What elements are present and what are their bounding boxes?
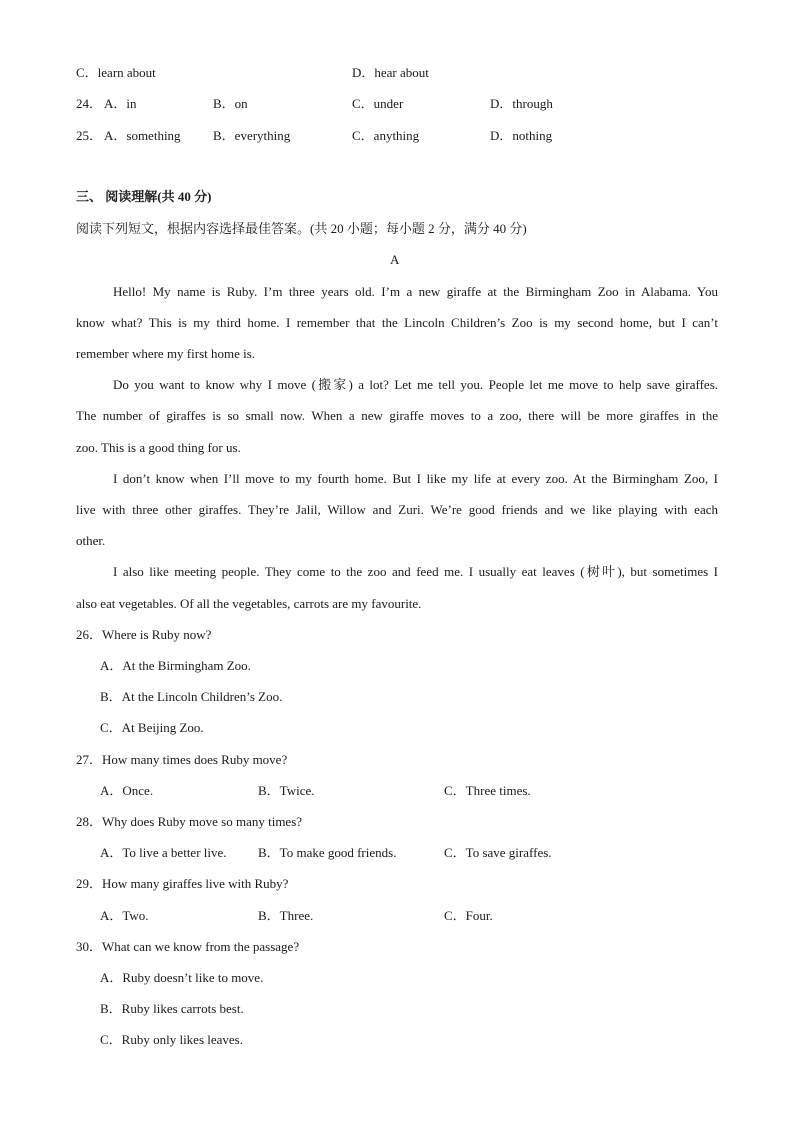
q29-option-c: C．Four. [444,908,493,923]
q30-option-b: B．Ruby likes carrots best. [100,1001,244,1016]
section-instruction: 阅读下列短文，根据内容选择最佳答案。(共 20 小题；每小题 2 分，满分 40 分) [76,221,527,236]
q25-number: 25． [76,128,103,143]
passage-p2-line3: zoo. This is a good thing for us. [76,440,241,455]
q24-number: 24． [76,96,103,111]
passage-label: A [390,252,400,267]
passage-p4-line2: also eat vegetables. Of all the vegetables, carrots are my favourite. [76,596,422,611]
q29-option-a: A．Two. [100,908,149,923]
q23-option-d: D．hear about [352,65,429,80]
q27-option-a: A．Once. [100,783,154,798]
section-title: 三、 阅读理解(共 40 分) [76,189,212,204]
q26-stem: 26．Where is Ruby now? [76,627,212,642]
q25-option-c: C．anything [352,128,420,143]
q28-option-b: B．To make good friends. [258,845,397,860]
q25-option-a: A．something [104,128,181,143]
q24-option-a: A．in [104,96,137,111]
passage-p3-line2: live with three other giraffes. They’re Jalil, Willow and Zuri. We’re good friends and we like playing with each [76,502,718,517]
q28-option-c: C．To save giraffes. [444,845,552,860]
q29-stem: 29．How many giraffes live with Ruby? [76,876,289,891]
passage-p3-line1: I don’t know when I’ll move to my fourth home. But I like my life at every zoo. At the Birmingham Zoo, I [113,471,718,486]
passage-p1-line1: Hello! My name is Ruby. I’m three years old. I’m a new giraffe at the Birmingham Zoo in Alabama. You [113,284,718,299]
q23-option-c: C．learn about [76,65,156,80]
passage-p1-line3: remember where my first home is. [76,346,256,361]
q30-option-c: C．Ruby only likes leaves. [100,1032,243,1047]
q27-option-b: B．Twice. [258,783,315,798]
q26-option-b: B．At the Lincoln Children’s Zoo. [100,689,283,704]
q24-option-c: C．under [352,96,404,111]
q30-stem: 30．What can we know from the passage? [76,939,300,954]
passage-p3-line3: other. [76,533,106,548]
q25-option-b: B．everything [213,128,291,143]
q30-option-a: A．Ruby doesn’t like to move. [100,970,264,985]
q27-stem: 27．How many times does Ruby move? [76,752,288,767]
q29-option-b: B．Three. [258,908,314,923]
q26-option-c: C．At Beijing Zoo. [100,720,204,735]
q28-stem: 28．Why does Ruby move so many times? [76,814,303,829]
q25-option-d: D．nothing [490,128,553,143]
q24-option-d: D．through [490,96,553,111]
passage-p1-line2: know what? This is my third home. I remember that the Lincoln Children’s Zoo is my second home, but I can’t [76,315,718,330]
q28-option-a: A．To live a better live. [100,845,227,860]
q26-option-a: A．At the Birmingham Zoo. [100,658,251,673]
q27-option-c: C．Three times. [444,783,531,798]
passage-p2-line1: Do you want to know why I move (搬家) a lot? Let me tell you. People let me move to help save giraffes. [113,377,718,392]
passage-p2-line2: The number of giraffes is so small now. When a new giraffe moves to a zoo, there will be more giraffes in the [76,408,718,423]
passage-p4-line1: I also like meeting people. They come to the zoo and feed me. I usually eat leaves (树叶), but sometimes I [113,564,718,579]
q24-option-b: B．on [213,96,248,111]
